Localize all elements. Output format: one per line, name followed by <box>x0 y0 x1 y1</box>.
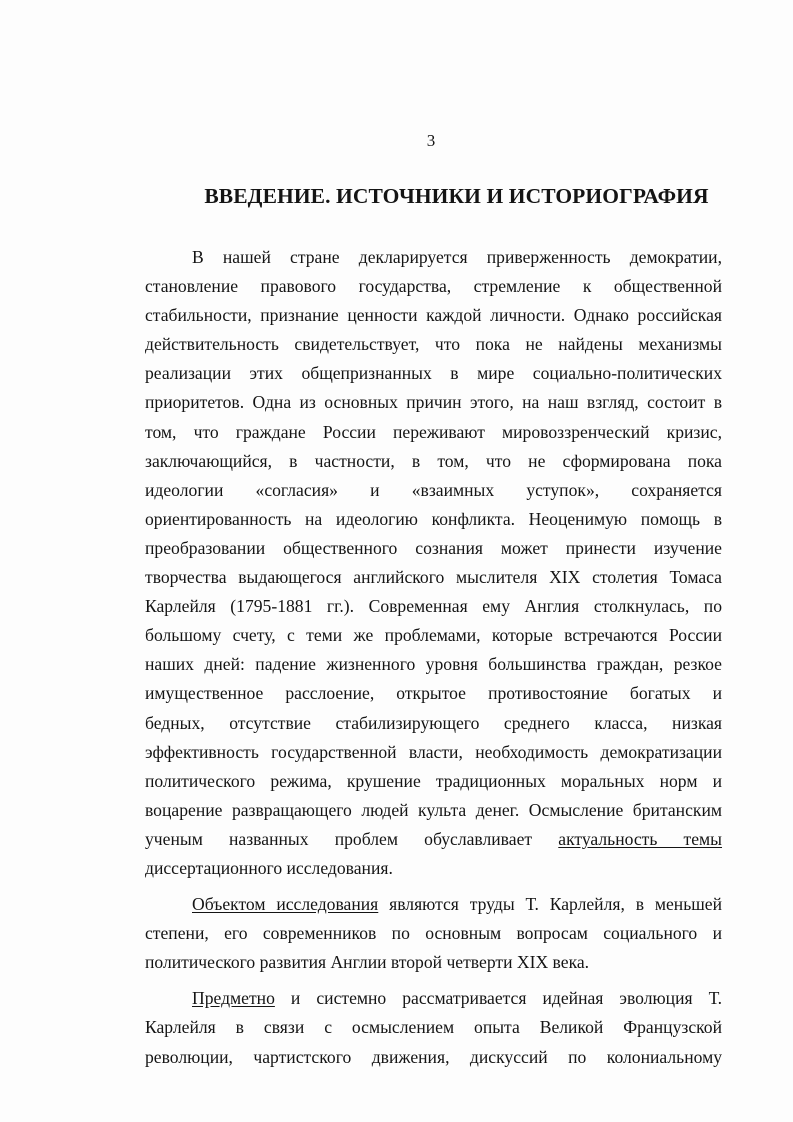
text-line: В нашей стране декларируется приверженность демократии, <box>192 247 722 267</box>
text-line: Карлейля в связи с осмыслением опыта Великой Французской <box>145 1017 722 1038</box>
text-line: большому счету, с теми же проблемами, которые встречаются России <box>145 625 722 646</box>
paragraph-3 <box>145 984 722 1071</box>
text-line: приоритетов. Одна из основных причин этого, на наш взгляд, состоит в <box>145 392 722 413</box>
underlined-term-subject: Предметно <box>192 988 275 1009</box>
section-heading: ВВЕДЕНИЕ. ИСТОЧНИКИ И ИСТОРИОГРАФИЯ <box>204 184 709 208</box>
text-line: идеологии «согласия» и «взаимных уступок», сохраняется <box>145 479 722 500</box>
text-line: действительность свидетельствует, что пока не найдены механизмы <box>145 334 722 355</box>
text-line: творчества выдающегося английского мыслителя XIX столетия Томаса <box>145 567 722 588</box>
text-line: ориентированность на идеологию конфликта. Неоценимую помощь в <box>145 508 722 529</box>
text-line: степени, его современников по основным вопросам социального и <box>145 923 722 944</box>
text-line: наших дней: падение жизненного уровня большинства граждан, резкое <box>145 654 722 675</box>
paragraph-gap <box>145 977 722 984</box>
text-line: Карлейля (1795-1881 гг.). Современная ему Англия столкнулась, по <box>145 596 722 617</box>
text-line: стабильности, признание ценности каждой личности. Однако российская <box>145 305 722 326</box>
paragraph-gap <box>145 883 722 890</box>
text-line: эффективность государственной власти, необходимость демократизации <box>145 741 722 762</box>
text-line: реализации этих общепризнанных в мире социально-политических <box>145 363 722 384</box>
text-line: политического режима, крушение традиционных моральных норм и <box>145 770 722 791</box>
paragraph-1 <box>145 243 722 883</box>
text-line <box>145 825 722 854</box>
text-line: том, что граждане России переживают мировоззренческий кризис, <box>145 421 722 442</box>
text-line: бедных, отсутствие стабилизирующего среднего класса, низкая <box>145 712 722 733</box>
text-run: являются труды Т. Карлейля, в меньшей <box>378 894 722 915</box>
text-line: становление правового государства, стремление к общественной <box>145 276 722 297</box>
text-run: ученым названных проблем обуславливает <box>145 828 533 849</box>
text-line: революции, чартистского движения, дискуссий по колониальному <box>145 1046 722 1067</box>
text-line: преобразовании общественного сознания может принести изучение <box>145 537 722 558</box>
page-number: 3 <box>426 131 436 150</box>
text-line: заключающийся, в частности, в том, что не сформирована пока <box>145 450 722 471</box>
text-line: имущественное расслоение, открытое противостояние богатых и <box>145 683 722 704</box>
text-line: политического развития Англии второй четверти XIX века. <box>145 952 590 973</box>
text-line: воцарение развращающего людей культа денег. Осмысление британским <box>145 799 722 820</box>
underlined-term-relevance: актуальность темы <box>558 828 723 849</box>
text-line <box>145 984 722 1013</box>
paragraph-2 <box>145 890 722 977</box>
text-line: диссертационного исследования. <box>145 857 393 878</box>
text-run: и системно рассматривается идейная эволюция Т. <box>274 988 722 1009</box>
underlined-term-object: Объектом исследования <box>192 894 379 915</box>
text-line <box>145 890 722 919</box>
body-text <box>145 243 722 1072</box>
